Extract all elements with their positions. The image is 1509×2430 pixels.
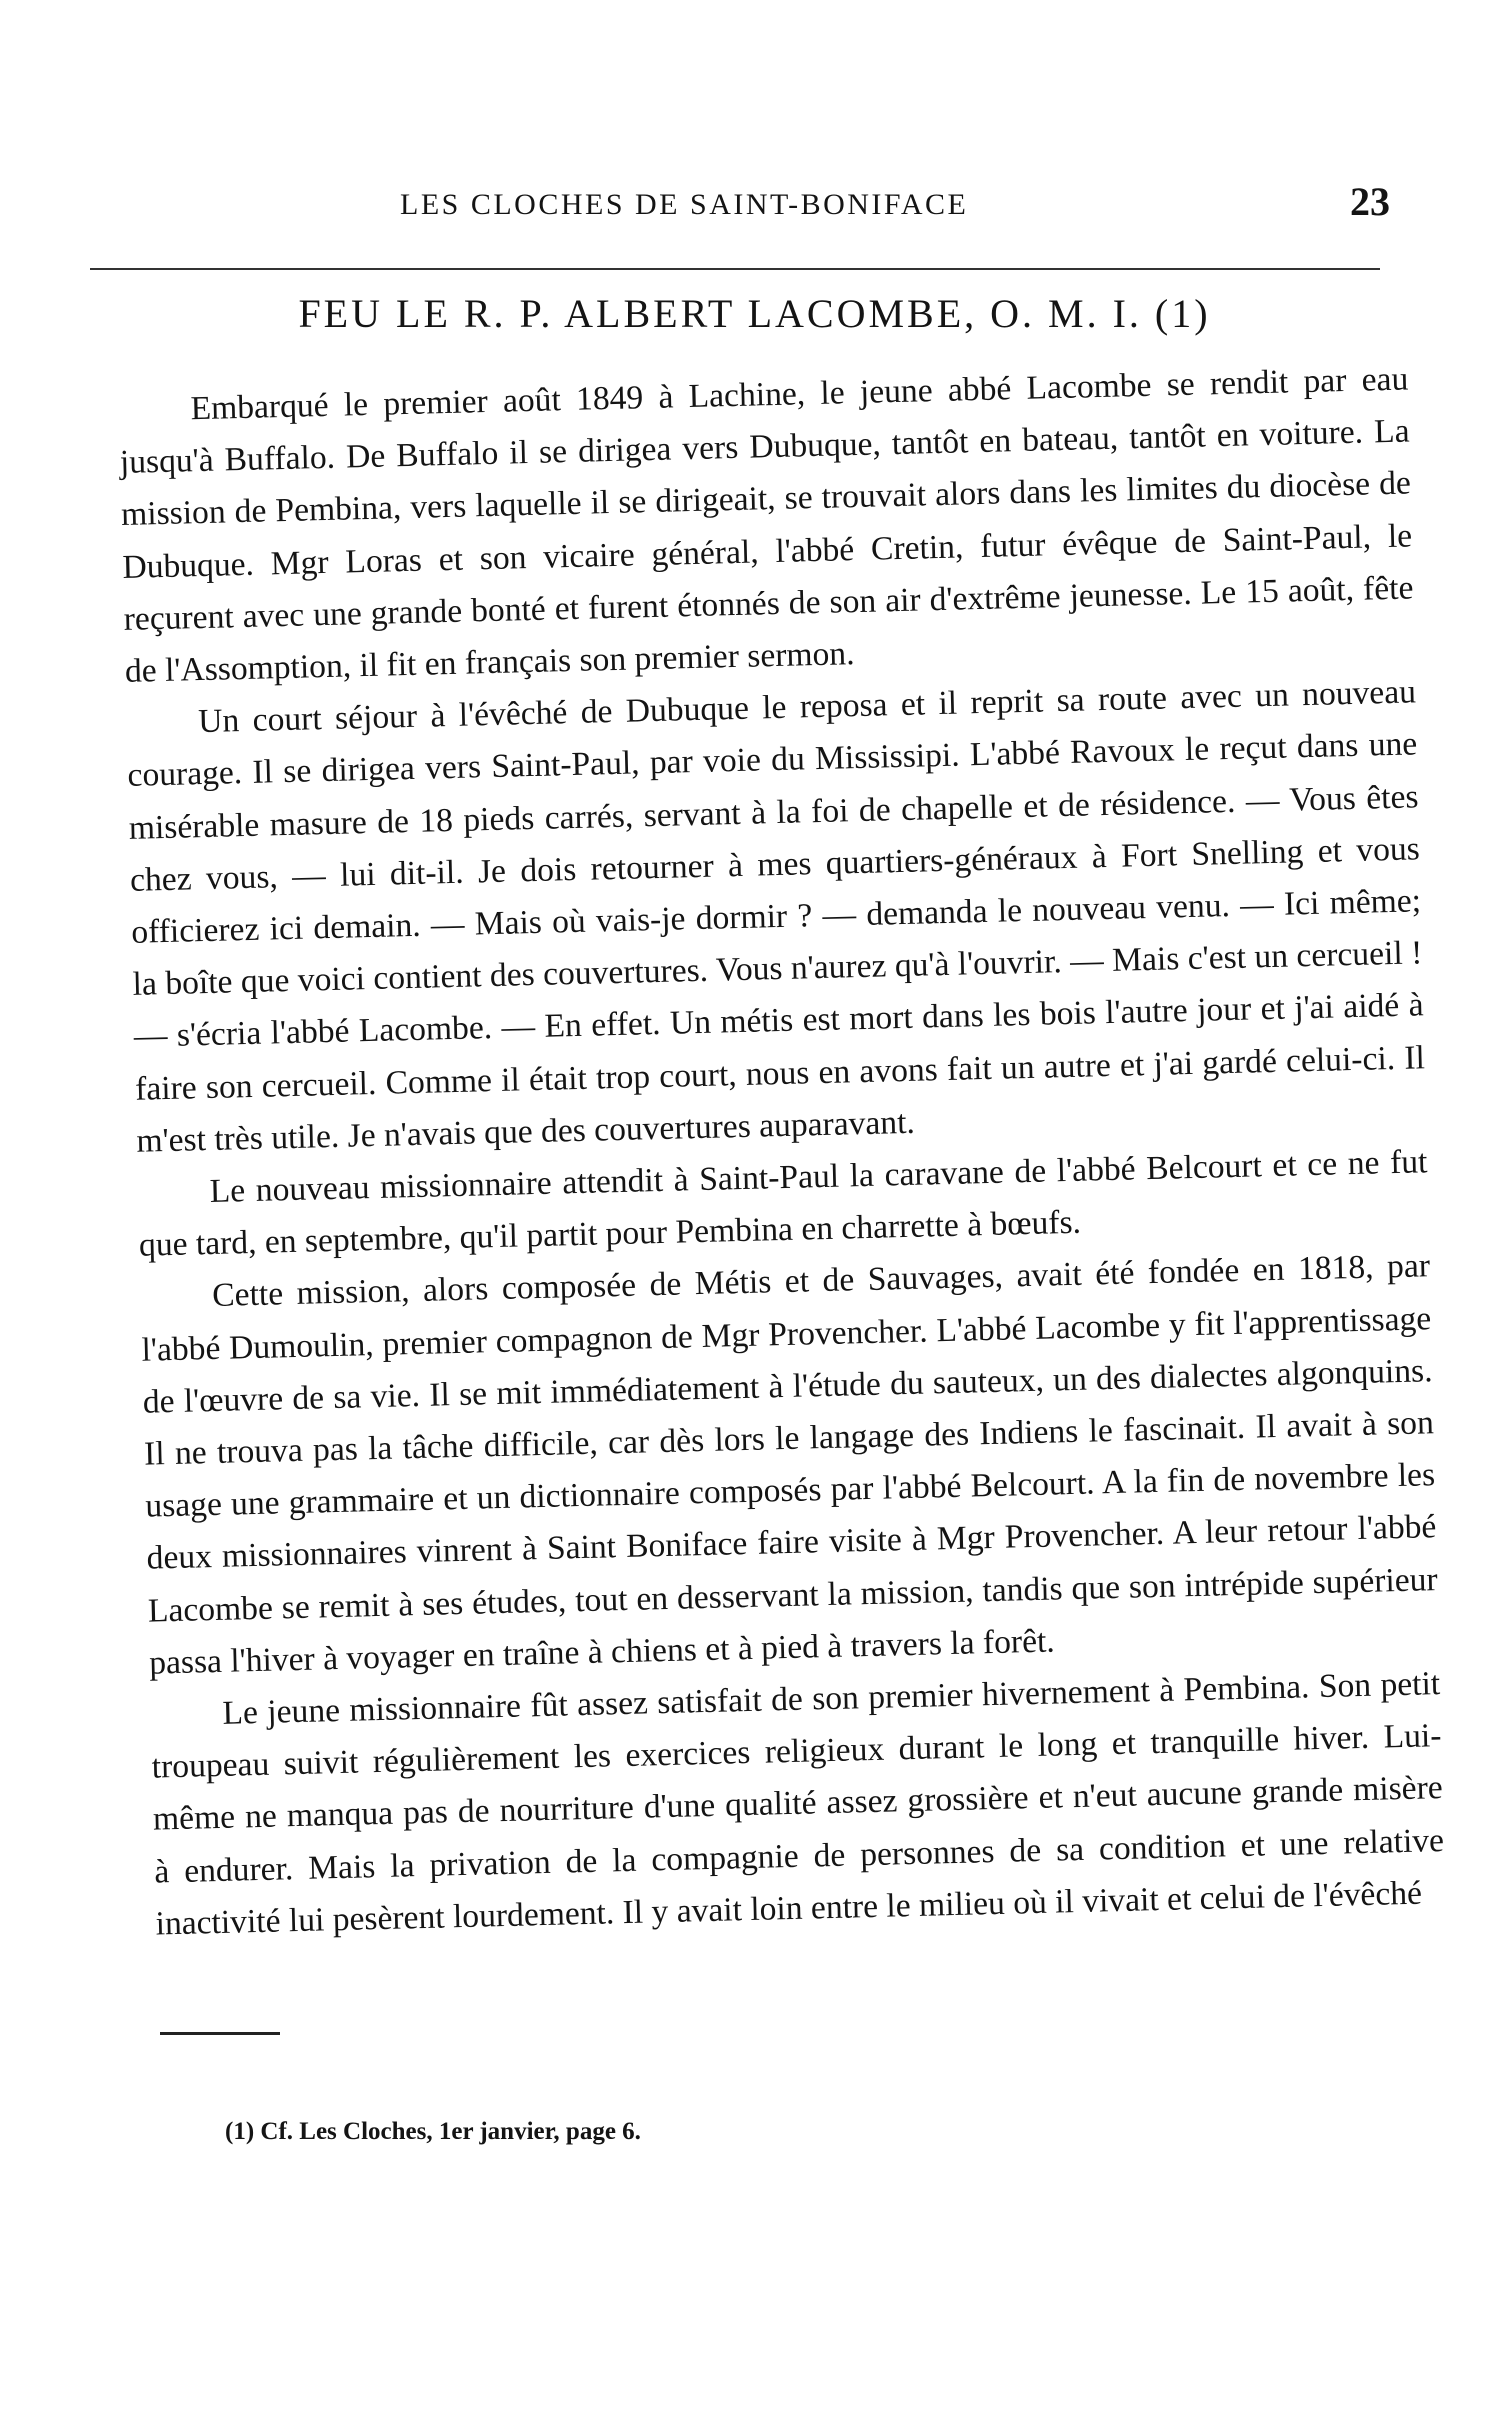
paragraph: Le jeune missionnaire fût assez satisfait de son premier hivernement à Pembina. Son petit troupeau suivit régulièrement les exercices religieux durant le long et tranquille hiver. Lui-même ne manqua pas de nourriture d'une qualité assez grossière et n'eut aucune grande misère à endurer. Mais la privation de la compagnie de personnes de sa condition et une relative inactivité lui pesèrent lourdement. Il y avait loin entre le milieu où il vivait et celui de l'évêché bbox=[151, 1665, 1445, 1943]
paragraph: Le nouveau missionnaire attendit à Saint-Paul la caravane de l'abbé Belcourt et ce ne fut que tard, en septembre, qu'il partit pour Pembina en charrette à bœufs. bbox=[138, 1143, 1428, 1264]
paragraph: Embarqué le premier août 1849 à Lachine, le jeune abbé Lacombe se rendit par eau jusqu'à Buffalo. De Buffalo il se dirigea vers Dubuque, tantôt en bateau, tantôt en voiture. La mission de Pembina, vers laquelle il se dirigeait, se trouvait alors dans les limites du diocèse de Dubuque. Mgr Loras et son vicaire général, l'abbé Cretin, futur évêque de Saint-Paul, le reçurent avec une grande bonté et furent étonnés de son air d'extrême jeunesse. Le 15 août, fête de l'Assomption, il fit en français son premier sermon. bbox=[119, 360, 1414, 690]
footnote: (1) Cf. Les Cloches, 1er janvier, page 6. bbox=[225, 2118, 641, 2145]
paragraph: Cette mission, alors composée de Métis et de Sauvages, avait été fondée en 1818, par l'abbé Dumoulin, premier compagnon de Mgr Provencher. L'abbé Lacombe y fit l'apprentissage de l'œuvre de sa vie. Il se mit immédiatement à l'étude du sauteux, un des dialectes algonquins. Il ne trouva pas la tâche difficile, car dès lors le langage des Indiens le fascinait. Il avait à son usage une grammaire et un dictionnaire composés par l'abbé Belcourt. A la fin de novembre les deux missionnaires vinrent à Saint Boniface faire visite à Mgr Provencher. A leur retour l'abbé Lacombe se remit à ses études, tout en desservant la mission, tandis que son intrépide supérieur passa l'hiver à voyager en traîne à chiens et à pied à travers la forêt. bbox=[141, 1247, 1439, 1682]
page-number: 23 bbox=[1350, 179, 1390, 224]
footnote-rule bbox=[160, 2032, 280, 2035]
page-header bbox=[120, 178, 1390, 238]
article-title: FEU LE R. P. ALBERT LACOMBE, O. M. I. (1) bbox=[298, 291, 1211, 336]
paragraph: Un court séjour à l'évêché de Dubuque le reposa et il reprit sa route avec un nouveau courage. Il se dirigea vers Saint-Paul, par voie du Mississipi. L'abbé Ravoux le reçut dans une misérable masure de 18 pieds carrés, servant à la foi de chapelle et de résidence. — Vous êtes chez vous, — lui dit-il. Je dois retourner à mes quartiers-généraux à Fort Snelling et vous officierez ici demain. — Mais où vais-je dormir ? — demanda le nouveau venu. — Ici même; la boîte que voici contient des couvertures. Vous n'aurez qu'à l'ouvrir. — Mais c'est un cercueil ! — s'écria l'abbé Lacombe. — En effet. Un métis est mort dans les bois l'autre jour et j'ai aidé à faire son cercueil. Comme il était trop court, nous en avons fait un autre et j'ai gardé celui-ci. Il m'est très utile. Je n'avais que des couvertures auparavant. bbox=[127, 673, 1426, 1160]
header-rule bbox=[90, 268, 1380, 270]
running-title: LES CLOCHES DE SAINT-BONIFACE bbox=[400, 188, 969, 221]
article-body bbox=[118, 353, 1446, 1950]
